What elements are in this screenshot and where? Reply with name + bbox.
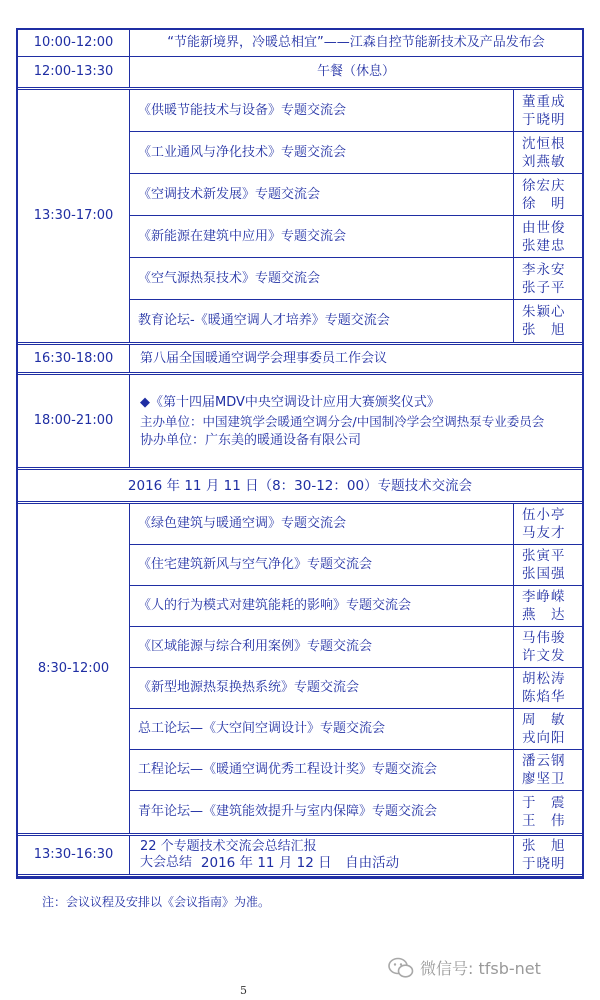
speaker-name: 张子平	[522, 279, 566, 296]
speaker-name: 周 敏	[522, 712, 566, 728]
session-speakers	[514, 791, 582, 833]
session-topic: 《工业通风与净化技术》专题交流会	[130, 132, 514, 173]
day-header: 2016 年 11 月 12 日 自由活动	[200, 855, 400, 871]
speaker-name: 于晓明	[522, 856, 566, 872]
speaker-name: 王 伟	[522, 813, 566, 829]
session-row	[130, 668, 582, 709]
session-speakers	[514, 750, 582, 790]
speaker-name: 张 旭	[522, 838, 566, 854]
watermark	[388, 956, 541, 979]
session-speakers	[514, 504, 582, 544]
session-row	[130, 216, 582, 258]
speaker-name: 董重成	[522, 93, 566, 110]
summary-report: 22 个专题技术交流会总结汇报	[140, 839, 317, 854]
session-row	[130, 627, 582, 668]
session-row	[130, 750, 582, 791]
session-speakers	[514, 300, 582, 342]
speaker-name: 李峥嵘	[522, 589, 566, 605]
session-row	[130, 586, 582, 627]
speaker-name: 燕 达	[522, 607, 566, 623]
closing-summary: 大会总结	[140, 855, 193, 870]
row-award-ceremony	[18, 375, 582, 470]
speaker-name: 潘云钢	[522, 753, 566, 769]
time-cell: 16:30-18:00	[18, 345, 130, 372]
session-topic: 《新型地源热泵换热系统》专题交流会	[130, 668, 514, 708]
speaker-name: 陈焰华	[522, 689, 566, 705]
session-topic: 青年论坛—《建筑能效提升与室内保障》专题交流会	[130, 791, 514, 833]
speaker-name: 许文发	[522, 648, 566, 664]
session-speakers	[514, 627, 582, 667]
session-row	[130, 791, 582, 833]
speaker-name: 戎向阳	[522, 730, 566, 746]
day-header: 2016 年 11 月 11 日（8：30-12：00）专题技术交流会	[127, 477, 473, 494]
session-speakers	[514, 586, 582, 626]
time-cell: 10:00-12:00	[18, 30, 130, 56]
host-org: 主办单位：中国建筑学会暖通空调分会/中国制冷学会空调热泵专业委员会	[140, 413, 545, 429]
speaker-name: 于晓明	[522, 111, 566, 128]
session-speakers	[514, 545, 582, 585]
session-topic: 《供暖节能技术与设备》专题交流会	[130, 90, 514, 131]
row-day-header-nov11	[18, 470, 582, 504]
session-speakers	[514, 132, 582, 173]
speaker-name: 张 旭	[522, 322, 566, 338]
speaker-name: 李永安	[522, 261, 566, 278]
session-topic: 《住宅建筑新风与空气净化》专题交流会	[130, 545, 514, 585]
session-row	[130, 174, 582, 216]
session-speakers	[514, 668, 582, 708]
time-cell: 18:00-21:00	[18, 375, 130, 467]
speaker-name: 张国强	[522, 566, 566, 582]
row-committee-meeting	[18, 345, 582, 375]
session-row	[130, 504, 582, 545]
speaker-name: 朱颖心	[522, 304, 566, 320]
session-topic: 工程论坛—《暖通空调优秀工程设计奖》专题交流会	[130, 750, 514, 790]
event-cell	[130, 345, 582, 372]
schedule-table	[16, 28, 584, 879]
footnote: 注：会议议程及安排以《会议指南》为准。	[42, 895, 271, 909]
speaker-name: 张建忠	[522, 237, 566, 254]
speaker-name: 沈恒根	[522, 135, 566, 152]
session-row	[130, 90, 582, 132]
session-row	[130, 545, 582, 586]
session-row	[130, 709, 582, 750]
time-cell: 13:30-17:00	[18, 90, 130, 342]
speaker-name: 马友才	[522, 525, 566, 541]
speaker-name: 徐 明	[522, 195, 566, 212]
session-topic: 《区域能源与综合利用案例》专题交流会	[130, 627, 514, 667]
page-number: 5	[240, 984, 247, 997]
row-day-header-nov12	[16, 845, 584, 879]
session-row	[130, 132, 582, 174]
session-topic: 教育论坛-《暖通空调人才培养》专题交流会	[130, 300, 514, 342]
speaker-name: 由世俊	[522, 219, 566, 236]
speaker-name: 于 震	[522, 795, 566, 811]
session-topic: 《绿色建筑与暖通空调》专题交流会	[130, 504, 514, 544]
session-speakers	[514, 174, 582, 215]
session-topic: 《新能源在建筑中应用》专题交流会	[130, 216, 514, 257]
speaker-name: 刘燕敏	[522, 153, 566, 170]
session-row	[130, 258, 582, 300]
speaker-name: 廖坚卫	[522, 771, 566, 787]
session-speakers	[514, 258, 582, 299]
co-host-org: 协办单位：广东美的暖通设备有限公司	[140, 432, 362, 448]
time-cell: 8:30-12:00	[18, 504, 130, 833]
event-cell	[130, 375, 582, 467]
row-launch	[18, 30, 582, 57]
event-title: 第八届全国暖通空调学会理事委员工作会议	[140, 350, 388, 366]
row-lunch	[18, 57, 582, 90]
speaker-name: 胡松涛	[522, 671, 566, 687]
session-topic: 《空调技术新发展》专题交流会	[130, 174, 514, 215]
session-speakers	[514, 709, 582, 749]
speaker-name: 马伟骏	[522, 630, 566, 646]
watermark-text: 微信号: tfsb-net	[420, 959, 541, 978]
speaker-name: 伍小亭	[522, 507, 566, 523]
session-topic: 总工论坛—《大空间空调设计》专题交流会	[130, 709, 514, 749]
session-topic: 《空气源热泵技术》专题交流会	[130, 258, 514, 299]
event-cell: “节能新境界，冷暖总相宜”——江森自控节能新技术及产品发布会	[167, 35, 545, 50]
speaker-name: 徐宏庆	[522, 177, 566, 194]
wechat-icon	[388, 957, 414, 979]
speaker-name: 张寅平	[522, 548, 566, 564]
session-topic: 《人的行为模式对建筑能耗的影响》专题交流会	[130, 586, 514, 626]
session-row	[130, 300, 582, 342]
row-afternoon-sessions	[18, 90, 582, 345]
time-cell: 13:30-16:30	[18, 836, 130, 874]
row-morning-sessions	[18, 504, 582, 836]
time-cell: 12:00-13:30	[18, 57, 130, 87]
ceremony-title: ◆《第十四届MDV中央空调设计应用大赛颁奖仪式》	[140, 394, 440, 410]
event-cell: 午餐（休息）	[316, 64, 395, 79]
session-speakers	[514, 216, 582, 257]
session-speakers	[514, 90, 582, 131]
